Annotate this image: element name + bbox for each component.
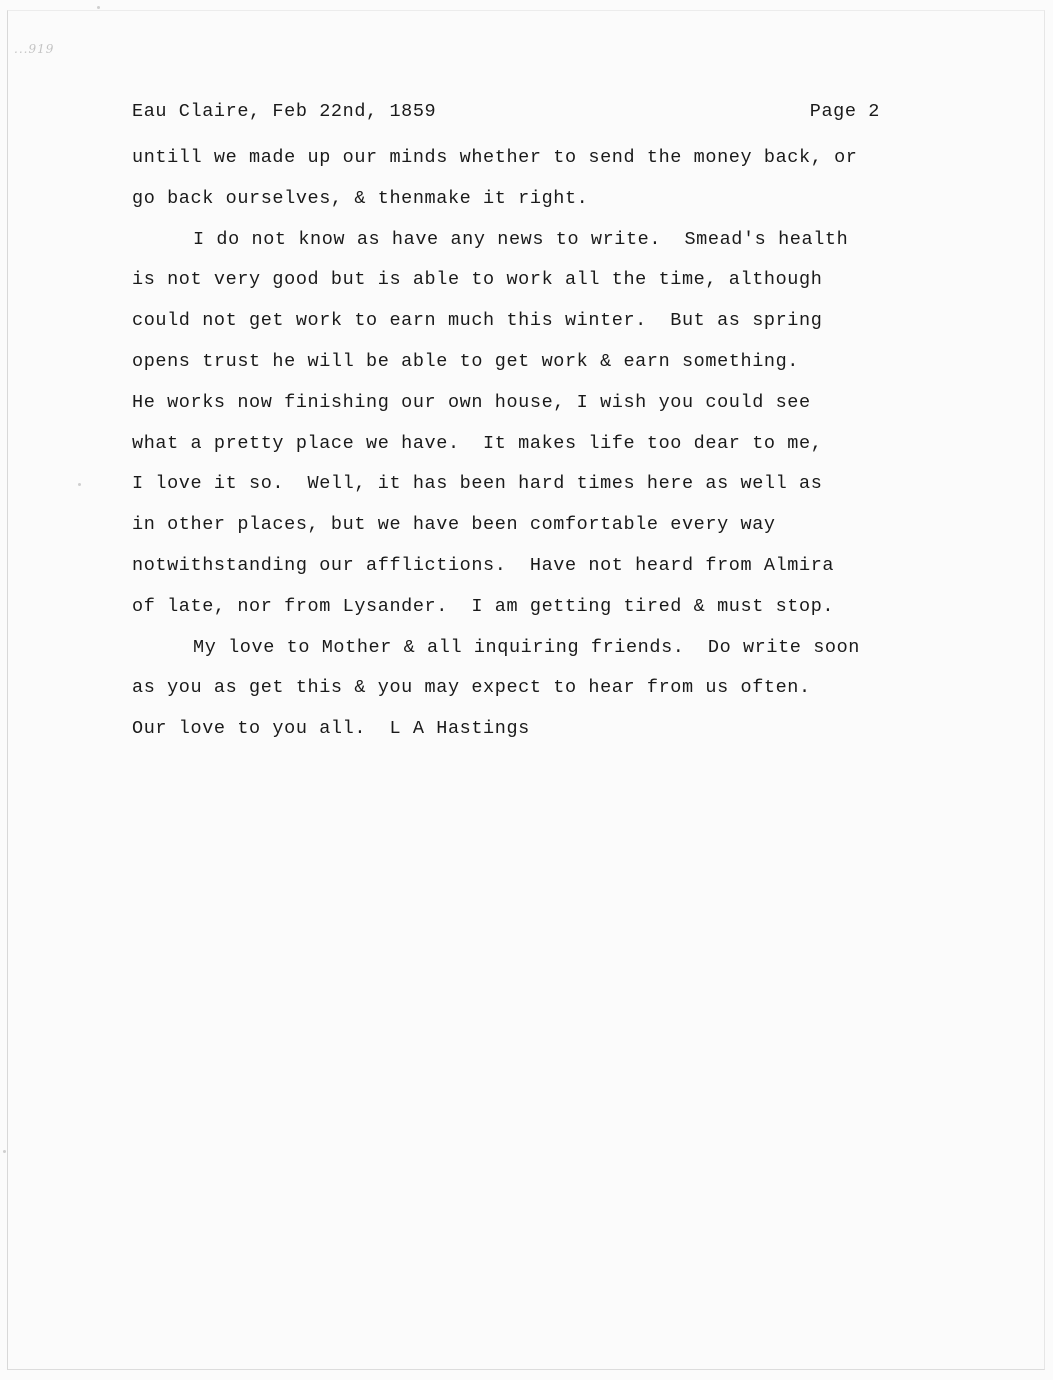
text-line: what a pretty place we have. It makes life too dear to me, <box>132 432 823 454</box>
pencil-annotation: ...919 <box>14 42 55 56</box>
text-line: of late, nor from Lysander. I am getting tired & must stop. <box>132 595 835 617</box>
text-line: as you as get this & you may expect to hear from us often. <box>132 677 811 699</box>
letter-body <box>132 138 912 750</box>
page-header <box>132 98 880 126</box>
signature-line: Our love to you all. L A Hastings <box>132 718 530 740</box>
letter-date: Eau Claire, Feb 22nd, 1859 <box>132 101 437 122</box>
text-line: untill we made up our minds whether to send the money back, or <box>132 147 858 168</box>
text-line: opens trust he will be able to get work & earn something. <box>132 350 800 372</box>
paragraph-1 <box>132 138 912 220</box>
text-line: notwithstanding our afflictions. Have not heard from Almira <box>132 554 835 576</box>
paper-speck <box>78 483 81 486</box>
paragraph-3 <box>132 628 912 750</box>
text-line: I love it so. Well, it has been hard times here as well as <box>132 473 823 495</box>
text-line: could not get work to earn much this winter. But as spring <box>132 310 823 332</box>
text-line: in other places, but we have been comfortable every way <box>132 514 776 536</box>
text-line: My love to Mother & all inquiring friends. Do write soon <box>193 636 861 658</box>
paragraph-2 <box>132 220 912 628</box>
page-number: Page 2 <box>809 101 880 122</box>
text-line: go back ourselves, & thenmake it right. <box>132 187 589 209</box>
text-line: I do not know as have any news to write. Smead's health <box>193 228 849 250</box>
text-line: is not very good but is able to work all the time, although <box>132 269 823 291</box>
paper-speck <box>97 6 100 9</box>
paper-speck <box>3 1150 6 1153</box>
text-line: He works now finishing our own house, I wish you could see <box>132 391 811 413</box>
